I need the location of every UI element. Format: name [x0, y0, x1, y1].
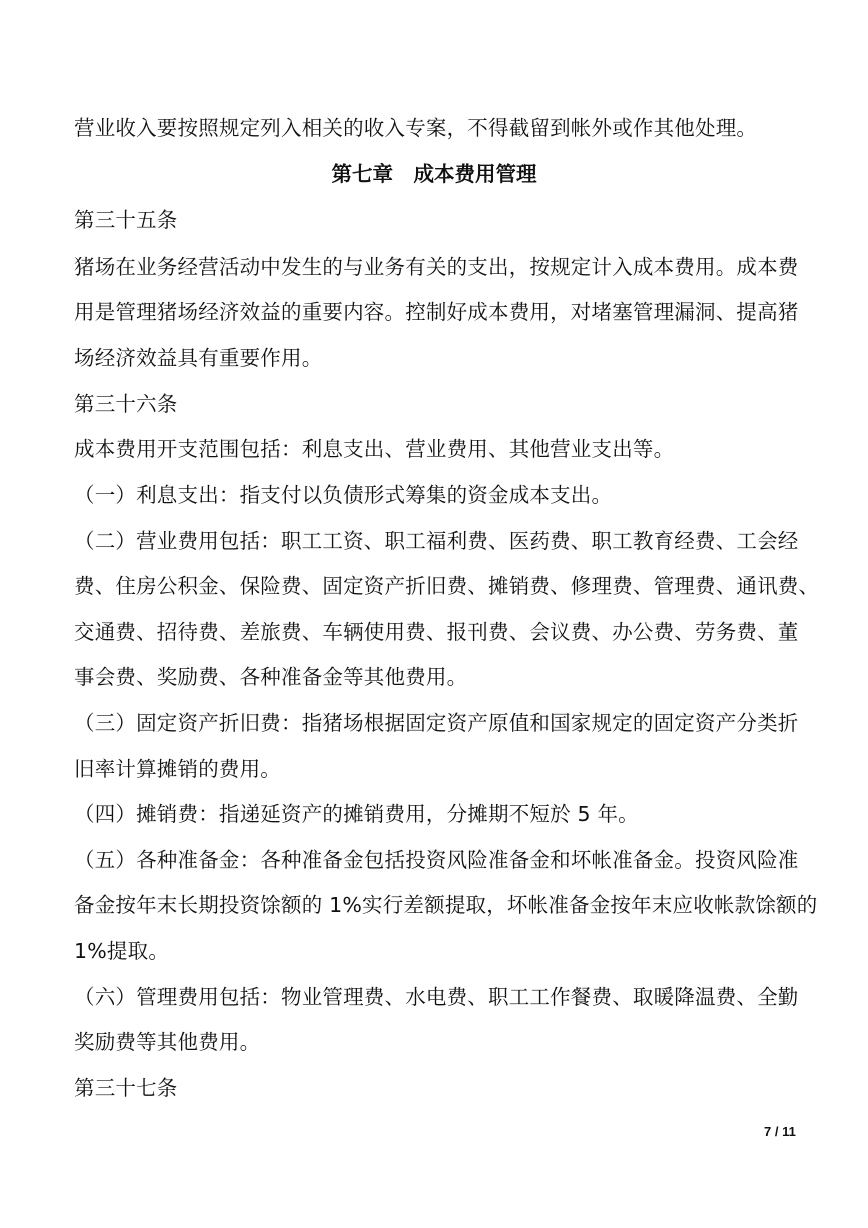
paragraph-line: （四）摊销费：指递延资产的摊销费用，分摊期不短於 5 年。	[74, 802, 639, 826]
paragraph-line: 场经济效益具有重要作用。	[74, 346, 323, 370]
article-37-title: 第三十七条	[74, 1076, 178, 1100]
paragraph-line: 用是管理猪场经济效益的重要内容。控制好成本费用，对堵塞管理漏洞、提高猪	[74, 300, 799, 324]
paragraph-line: 猪场在业务经营活动中发生的与业务有关的支出，按规定计入成本费用。成本费	[74, 255, 799, 279]
article-35-title: 第三十五条	[74, 208, 178, 232]
paragraph-line: 1%提取。	[74, 939, 170, 963]
intro-paragraph: 营业收入要按照规定列入相关的收入专案，不得截留到帐外或作其他处理。	[74, 116, 758, 140]
paragraph-line: （二）营业费用包括：职工工资、职工福利费、医药费、职工教育经费、工会经	[74, 529, 799, 553]
paragraph-line: （五）各种准备金：各种准备金包括投资风险准备金和坏帐准备金。投资风险准	[74, 848, 799, 872]
paragraph-line: 交通费、招待费、差旅费、车辆使用费、报刊费、会议费、办公费、劳务费、董	[74, 620, 799, 644]
paragraph-line: （六）管理费用包括：物业管理费、水电费、职工工作餐费、取暖降温费、全勤	[74, 985, 799, 1009]
paragraph-line: （三）固定资产折旧费：指猪场根据固定资产原值和国家规定的固定资产分类折	[74, 711, 799, 735]
paragraph-line: 事会费、奖励费、各种准备金等其他费用。	[74, 665, 468, 689]
paragraph-line: 旧率计算摊销的费用。	[74, 757, 281, 781]
paragraph-line: 费、住房公积金、保险费、固定资产折旧费、摊销费、修理费、管理费、通讯费、	[74, 574, 820, 598]
paragraph-line: 备金按年末长期投资馀额的 1%实行差额提取，坏帐准备金按年末应收帐款馀额的	[74, 893, 818, 917]
chapter-heading: 第七章 成本费用管理	[331, 162, 537, 186]
page-number: 7 / 11	[764, 1124, 796, 1139]
paragraph-line: 奖励费等其他费用。	[74, 1030, 261, 1054]
article-36-title: 第三十六条	[74, 392, 178, 416]
paragraph-line: 成本费用开支范围包括：利息支出、营业费用、其他营业支出等。	[74, 437, 675, 461]
paragraph-line: （一）利息支出：指支付以负债形式筹集的资金成本支出。	[74, 483, 613, 507]
